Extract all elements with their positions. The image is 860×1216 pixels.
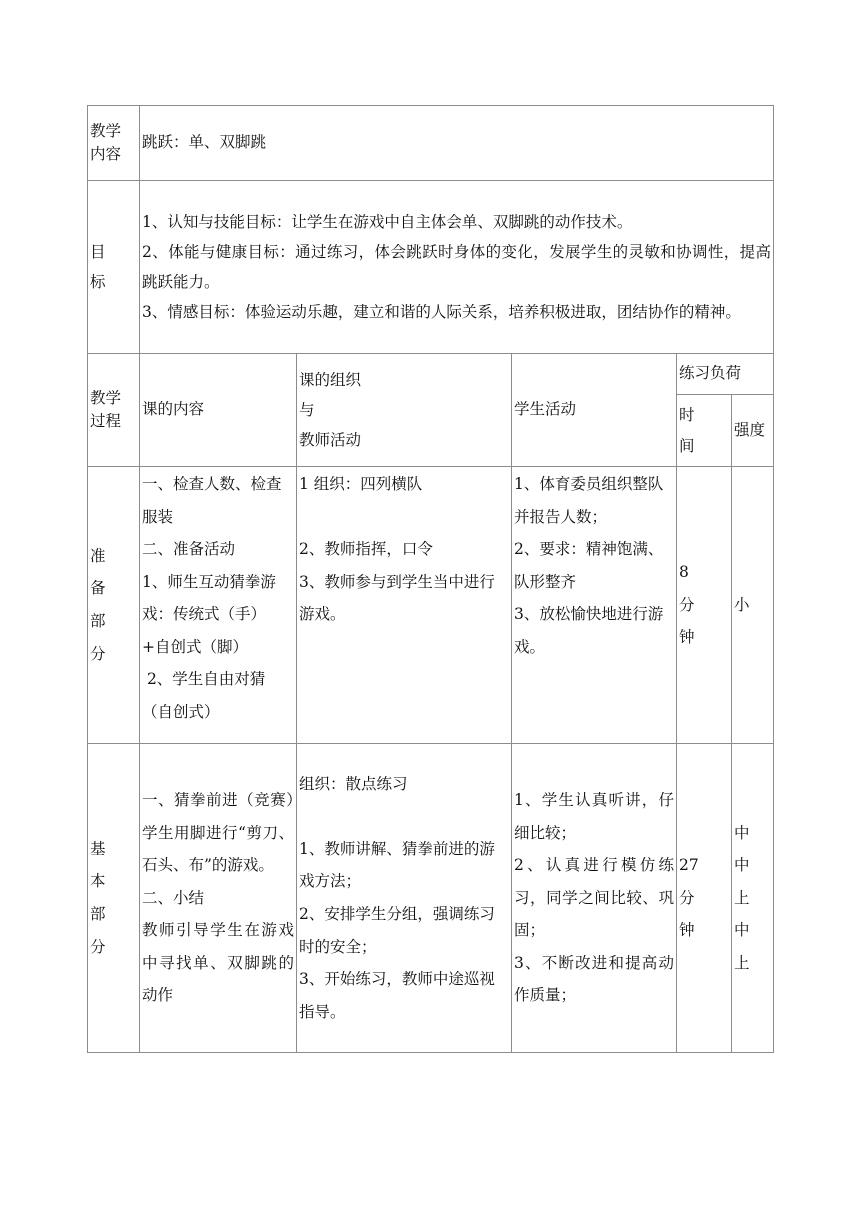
header-organization: 课的组织 与 教师活动	[297, 354, 512, 467]
header-course-content: 课的内容	[140, 354, 297, 467]
basic-time: 27 分 钟	[677, 744, 732, 1053]
goal-item: 3、情感目标：体验运动乐趣，建立和谐的人际关系，培养积极进取，团结协作的精神。	[142, 303, 741, 322]
basic-row	[88, 744, 774, 1053]
header-time: 时 间	[677, 395, 732, 467]
basic-intensity: 中 中 上 中 上	[732, 744, 774, 1053]
goal-list	[140, 181, 774, 354]
basic-label: 基 本 部 分	[88, 744, 140, 1053]
process-label: 教学 过程	[88, 354, 140, 467]
lesson-plan-table	[87, 105, 774, 1053]
preparation-student-activity: 1、体育委员组织整队并报告人数； 2、要求：精神饱满、队形整齐 3、放松愉快地进行游戏。	[512, 467, 677, 744]
preparation-content: 一、检查人数、检查服装 二、准备活动 1、师生互动猜拳游戏：传统式（手）+自创式（脚） 2、学生自由对猜（自创式）	[140, 467, 297, 744]
teaching-content-row	[88, 106, 774, 181]
teaching-content-value: 跳跃：单、双脚跳	[140, 106, 774, 181]
goal-label: 目 标	[88, 181, 140, 354]
preparation-row	[88, 467, 774, 744]
preparation-intensity: 小	[732, 467, 774, 744]
basic-organization: 组织：散点练习 1、教师讲解、猜拳前进的游戏方法； 2、安排学生分组，强调练习时的安全； 3、开始练习，教师中途巡视指导。	[297, 744, 512, 1053]
goal-item: 2、体能与健康目标：通过练习，体会跳跃时身体的变化，发展学生的灵敏和协调性，提高跳跃能力。	[142, 242, 772, 291]
basic-student-activity: 1、学生认真听讲，仔细比较； 2、认真进行模仿练习，同学之间比较、巩固； 3、不断改进和提高动作质量；	[512, 744, 677, 1053]
header-intensity: 强度	[732, 395, 774, 467]
goal-item: 1、认知与技能目标：让学生在游戏中自主体会单、双脚跳的动作技术。	[142, 212, 633, 231]
preparation-organization: 1 组织：四列横队 2、教师指挥，口令 3、教师参与到学生当中进行游戏。	[297, 467, 512, 744]
process-header-row	[88, 354, 774, 395]
header-practice-load: 练习负荷	[677, 354, 774, 395]
goal-row	[88, 181, 774, 354]
teaching-content-label: 教学 内容	[88, 106, 140, 181]
basic-content: 一、猜拳前进（竞赛）学生用脚进行“剪刀、石头、布”的游戏。 二、小结 教师引导学生在游戏中寻找单、双脚跳的动作	[140, 744, 297, 1053]
header-student-activity: 学生活动	[512, 354, 677, 467]
preparation-time: 8 分 钟	[677, 467, 732, 744]
preparation-label: 准 备 部 分	[88, 467, 140, 744]
